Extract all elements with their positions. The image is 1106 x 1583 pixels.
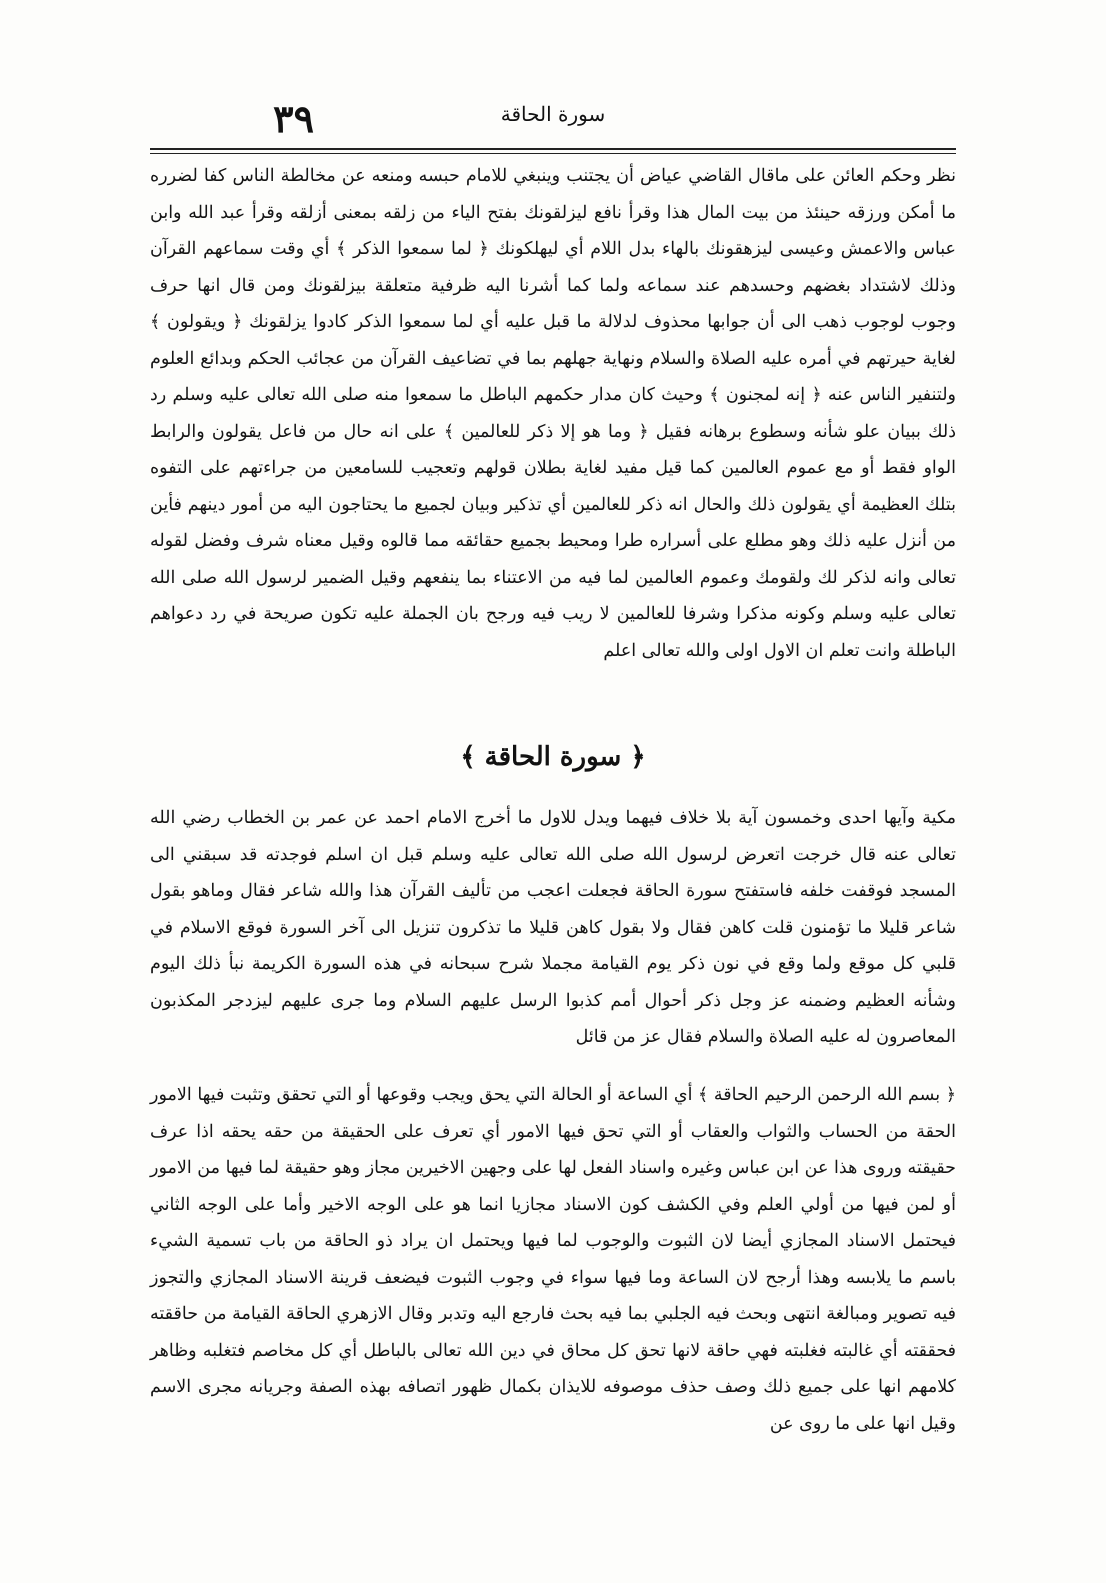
surah-introduction — [150, 800, 956, 1056]
running-title: سورة الحاقة — [500, 102, 606, 126]
commentary-paragraph: ﴿ بسم الله الرحمن الرحيم الحاقة ﴾ أي الساعة أو الحالة التي يحق ويجب وقوعها أو التي تحقق وتثبت فيها الامور الحقة من الحساب والثواب والعقاب أو التي تحق فيها الامور أي تعرف على الحقيقة من حقه يحقه اذا عرف حقيقته وروى هذا عن ابن عباس وغيره واسناد الفعل لها على وجهين الاخيرين مجاز وهو حقيقة لما فيها من الامور أو لمن فيها من أولي العلم وفي الكشف كون الاسناد مجازيا انما هو على الوجه الاخير وأما على الوجه الثاني فيحتمل الاسناد المجازي أيضا لان الثبوت والوجوب لما فيها ويحتمل ان يراد ذو الحاقة من باب تسمية الشيء باسم ما يلابسه وهذا أرجح لان الساعة وما فيها سواء في وجوب الثبوت فيضعف قرينة الاسناد المجازي والتجوز فيه تصوير ومبالغة انتهى وبحث فيه الجلبي بما فيه بحث فارجع اليه وتدبر وقال الازهري الحاقة القيامة من حاققته فحققته أي غالبته فغلبته فهي حاقة لانها تحق كل محاق في دين الله تعالى بالباطل أي كل مخاصم فتغلبه وظاهر كلامهم انها على جميع ذلك وصف حذف موصوفه للايذان بكمال ظهور اتصافه بهذه الصفة وجريانه مجرى الاسم وقيل انها على ما روى عن — [150, 1085, 956, 1434]
commentary-paragraph: نظر وحكم العائن على ماقال القاضي عياض أن يجتنب وينبغي للامام حبسه ومنعه عن مخالطة الناس كفا لضرره ما أمكن ورزقه حينئذ من بيت المال هذا وقرأ نافع ليزلقونك بفتح الياء من زلقه بمعنى أزلقه وقرأ عبد الله وابن عباس والاعمش وعيسى ليزهقونك بالهاء بدل اللام أي ليهلكونك ﴿ لما سمعوا الذكر ﴾ أي وقت سماعهم القرآن وذلك لاشتداد بغضهم وحسدهم عند سماعه ولما كما أشرنا اليه ظرفية متعلقة بيزلقونك ومن قال انها حرف وجوب لوجوب ذهب الى أن جوابها محذوف لدلالة ما قبل عليه أي لما سمعوا الذكر كادوا يزلقونك ﴿ ويقولون ﴾ لغاية حيرتهم في أمره عليه الصلاة والسلام ونهاية جهلهم بما في تضاعيف القرآن من عجائب الحكم وبدائع العلوم ولتنفير الناس عنه ﴿ إنه لمجنون ﴾ وحيث كان مدار حكمهم الباطل ما سمعوا منه صلى الله تعالى عليه وسلم رد ذلك ببيان علو شأنه وسطوع برهانه فقيل ﴿ وما هو إلا ذكر للعالمين ﴾ على انه حال من فاعل يقولون والرابط الواو فقط أو مع عموم العالمين كما قيل مفيد لغاية بطلان قولهم وتعجيب للسامعين من جراءتهم على التفوه بتلك العظيمة أي يقولون ذلك والحال انه ذكر للعالمين أي تذكير وبيان لجميع ما يحتاجون اليه من أمور دينهم فأين من أنزل عليه ذلك وهو مطلع على أسراره طرا ومحيط بجميع حقائقه مما قالوه وقيل معناه شرف وفضل لقوله تعالى وانه لذكر لك ولقومك وعموم العالمين لما فيه من الاعتناء بما ينفعهم وقيل الضمير لرسول الله صلى الله تعالى عليه وسلم وكونه مذكرا وشرفا للعالمين لا ريب فيه ورجح بان الجملة عليه تكون صريحة في رد دعواهم الباطلة وانت تعلم ان الاول اولى والله تعالى اعلم — [150, 166, 956, 661]
introduction-paragraph: مكية وآيها احدى وخمسون آية بلا خلاف فيهما ويدل للاول ما أخرج الامام احمد عن عمر بن الخطاب رضي الله تعالى عنه قال خرجت اتعرض لرسول الله صلى الله تعالى عليه وسلم قبل ان اسلم فوجدته قد سبقني الى المسجد فوقفت خلفه فاستفتح سورة الحاقة فجعلت اعجب من تأليف القرآن هذا والله شاعر فقال وماهو بقول شاعر قليلا ما تؤمنون قلت كاهن فقال ولا بقول كاهن قليلا ما تذكرون تنزيل الى آخر السورة فوقع الاسلام في قلبي كل موقع ولما وقع في نون ذكر يوم القيامة مجملا شرح سبحانه في هذه السورة الكريمة نبأ ذلك اليوم وشأنه العظيم وضمنه عز وجل ذكر أحوال أمم كذبوا الرسل عليهم السلام وما جرى عليهم ليزدجر المكذبون المعاصرون له عليه الصلاة والسلام فقال عز من قائل — [150, 808, 956, 1047]
header-rule-thick — [150, 148, 956, 150]
page-header — [150, 92, 956, 144]
page-number: ٣٩ — [273, 96, 314, 141]
commentary-block-2 — [150, 1077, 956, 1442]
commentary-block-1 — [150, 158, 956, 669]
header-rule-thin — [150, 153, 956, 154]
surah-heading: ﴿ سورة الحاقة ﴾ — [460, 742, 646, 772]
